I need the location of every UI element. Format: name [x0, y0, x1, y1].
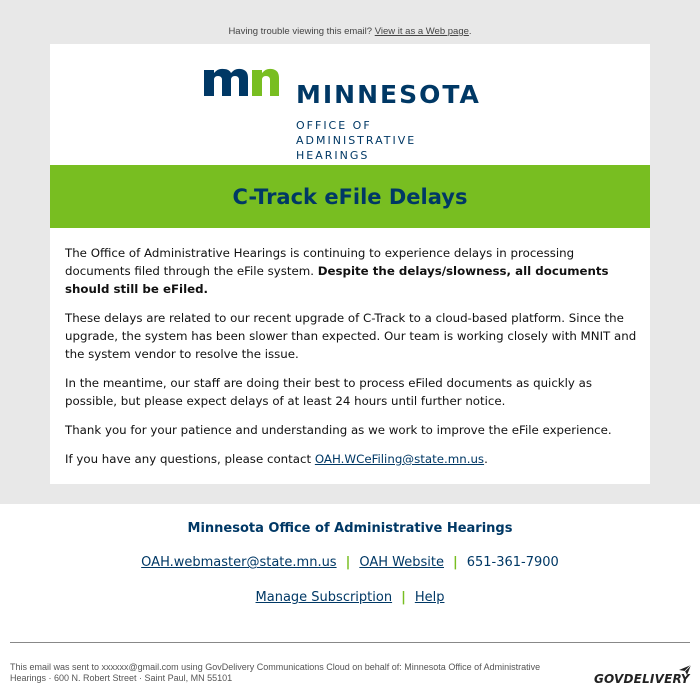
footer-divider — [10, 642, 690, 643]
separator: | — [401, 590, 406, 605]
efiling-email-link[interactable]: OAH.WCeFiling@state.mn.us — [314, 452, 485, 466]
mn-logo-mark-icon — [202, 64, 282, 98]
paper-plane-icon — [678, 664, 692, 676]
govdelivery-logo — [594, 664, 694, 692]
paragraph-2: These delays are related to our recent upgrade of C-Track to a cloud-based platform. Since the upgrade, the system has been slower than expected. Our team is working closely with MNIT and the system vendor to resolve the issue. — [65, 311, 637, 361]
oah-website-link[interactable]: OAH Website — [359, 555, 444, 570]
help-link[interactable]: Help — [414, 590, 445, 605]
title-banner — [50, 165, 650, 228]
preheader-text: Having trouble viewing this email? — [228, 26, 375, 37]
logo-subtitle: OFFICE OF ADMINISTRATIVE HEARINGS — [296, 119, 417, 162]
paragraph-1: The Office of Administrative Hearings is continuing to experience delays in processing documents filed through the eFile system. Despite the delays/slowness, all documents should still be eFiled. — [65, 246, 609, 296]
paragraph-4: Thank you for your patience and understanding as we work to improve the eFile experience. — [65, 423, 612, 437]
paragraph-3: In the meantime, our staff are doing their best to process eFiled documents as quickly as possible, but please expect delays of at least 24 hours until further notice. — [65, 376, 593, 408]
paragraph-5: If you have any questions, please contact OAH.WCeFiling@state.mn.us. — [65, 452, 488, 466]
email-card — [50, 44, 650, 484]
govdelivery-wordmark: GOVDELIVERY — [594, 672, 690, 686]
message-body — [65, 244, 640, 479]
footer-contact-links — [0, 555, 700, 570]
email-title: C-Track eFile Delays — [232, 184, 468, 209]
emphasis-text: Despite the delays/slowness, all documents should still be eFiled. — [65, 264, 609, 296]
manage-subscription-link[interactable]: Manage Subscription — [255, 590, 393, 605]
webmaster-email-link[interactable]: OAH.webmaster@state.mn.us — [141, 555, 337, 570]
separator: | — [452, 555, 458, 570]
preheader: Having trouble viewing this email? View it as a Web page. — [228, 26, 472, 37]
mn-oah-logo — [202, 60, 502, 162]
view-web-page-link[interactable]: View it as a Web page — [374, 26, 469, 37]
separator: | — [345, 555, 351, 570]
logo-wordmark: MINNESOTA — [296, 80, 481, 109]
legal-notice: This email was sent to xxxxxx@gmail.com using GovDelivery Communications Cloud on behalf of: Minnesota Office of Administrative Hearings · 600 N. Robert Street · Saint Paul, MN 55101 — [10, 662, 541, 683]
footer-org-name: Minnesota Office of Administrative Hearings — [187, 521, 513, 536]
footer-subscription-links — [0, 590, 700, 605]
phone-number: 651-361-7900 — [466, 555, 559, 570]
